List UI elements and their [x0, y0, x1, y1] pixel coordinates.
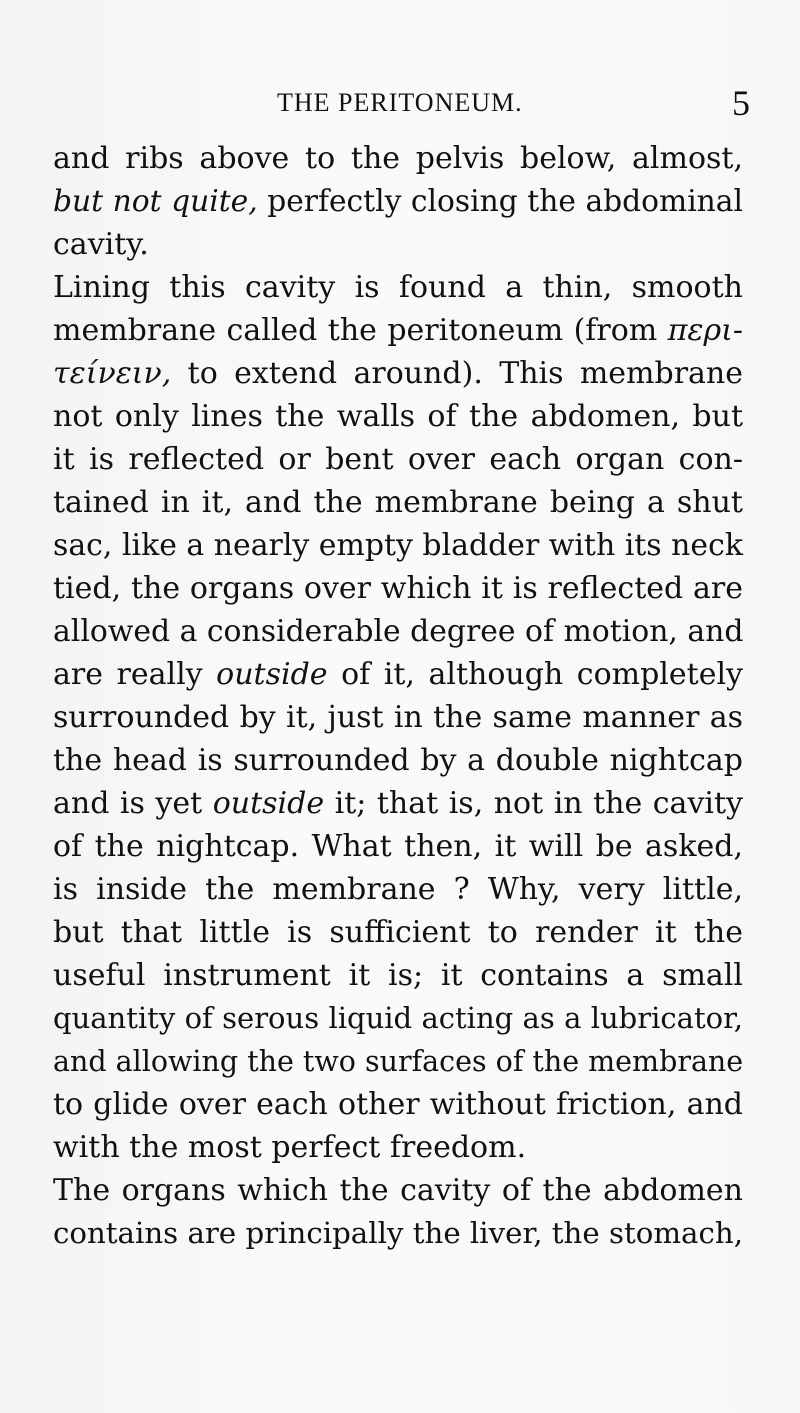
- italic-text: τείνειν,: [53, 356, 172, 391]
- text-line: [53, 1212, 743, 1255]
- text-segment: contains are principally the liver, the stomach,: [53, 1216, 743, 1250]
- text-segment: surrounded by it, just in the same manner as: [53, 700, 743, 735]
- text-segment: it is reflected or bent over each organ con-: [53, 442, 743, 477]
- text-segment: is inside the membrane ? Why, very little,: [53, 872, 743, 907]
- text-segment: of the nightcap. What then, it will be asked,: [53, 829, 743, 864]
- italic-text: outside: [212, 786, 325, 821]
- text-segment: membrane called the peritoneum (from: [53, 313, 668, 348]
- text-line: [53, 954, 743, 997]
- text-line: [53, 782, 743, 825]
- text-segment: quantity of serous liquid acting as a lubricator,: [53, 1001, 743, 1035]
- text-line: [53, 911, 743, 954]
- text-line: [53, 1083, 743, 1126]
- text-line: [53, 610, 743, 653]
- text-line: [53, 739, 743, 782]
- text-segment: with the most perfect freedom.: [53, 1130, 527, 1165]
- running-title: THE PERITONEUM.: [277, 88, 523, 117]
- text-line: [53, 223, 743, 266]
- text-line: [53, 1169, 743, 1212]
- text-line: [53, 137, 743, 180]
- text-segment: cavity.: [53, 227, 149, 262]
- text-line: [53, 352, 743, 395]
- text-line: [53, 868, 743, 911]
- text-segment: but that little is sufficient to render it the: [53, 915, 743, 950]
- text-segment: and ribs above to the pelvis below, almost,: [53, 141, 743, 176]
- text-line: [53, 1040, 743, 1083]
- text-segment: not only lines the walls of the abdomen, but: [53, 399, 743, 434]
- text-line: [53, 1126, 743, 1169]
- text-line: [53, 266, 743, 309]
- body-text: [53, 137, 743, 1255]
- text-segment: useful instrument it is; it contains a small: [53, 958, 743, 993]
- page-number: 5: [732, 83, 750, 123]
- text-segment: and allowing the two surfaces of the membrane: [53, 1045, 744, 1078]
- italic-text: outside: [216, 657, 328, 692]
- text-segment: the head is surrounded by a double nightcap: [53, 743, 743, 778]
- text-line: [53, 567, 743, 610]
- text-segment: perfectly closing the abdominal: [257, 184, 743, 219]
- text-segment: are really: [53, 657, 217, 692]
- text-segment: of it, although completely: [327, 657, 743, 692]
- text-segment: tied, the organs over which it is reflected are: [53, 571, 743, 606]
- text-segment: to extend around). This membrane: [171, 356, 743, 391]
- text-segment: to glide over each other without friction, and: [53, 1087, 743, 1122]
- text-line: [53, 180, 743, 223]
- text-segment: allowed a considerable degree of motion, and: [53, 614, 744, 649]
- text-segment: tained in it, and the membrane being a shut: [53, 485, 743, 520]
- text-line: [53, 825, 743, 868]
- text-line: [53, 653, 743, 696]
- text-line: [53, 696, 743, 739]
- text-segment: and is yet: [53, 786, 213, 821]
- text-line: [53, 481, 743, 524]
- text-line: [53, 438, 743, 481]
- text-line: [53, 395, 743, 438]
- text-line: [53, 997, 743, 1040]
- text-segment: Lining this cavity is found a thin, smooth: [53, 270, 743, 305]
- page-header: [0, 83, 800, 128]
- italic-text: but not quite,: [53, 184, 258, 219]
- text-line: [53, 524, 743, 567]
- text-segment: it; that is, not in the cavity: [324, 786, 743, 821]
- text-line: [53, 309, 743, 352]
- italic-text: περι-: [667, 313, 743, 348]
- text-segment: sac, like a nearly empty bladder with its neck: [53, 528, 743, 563]
- text-segment: The organs which the cavity of the abdomen: [53, 1173, 743, 1208]
